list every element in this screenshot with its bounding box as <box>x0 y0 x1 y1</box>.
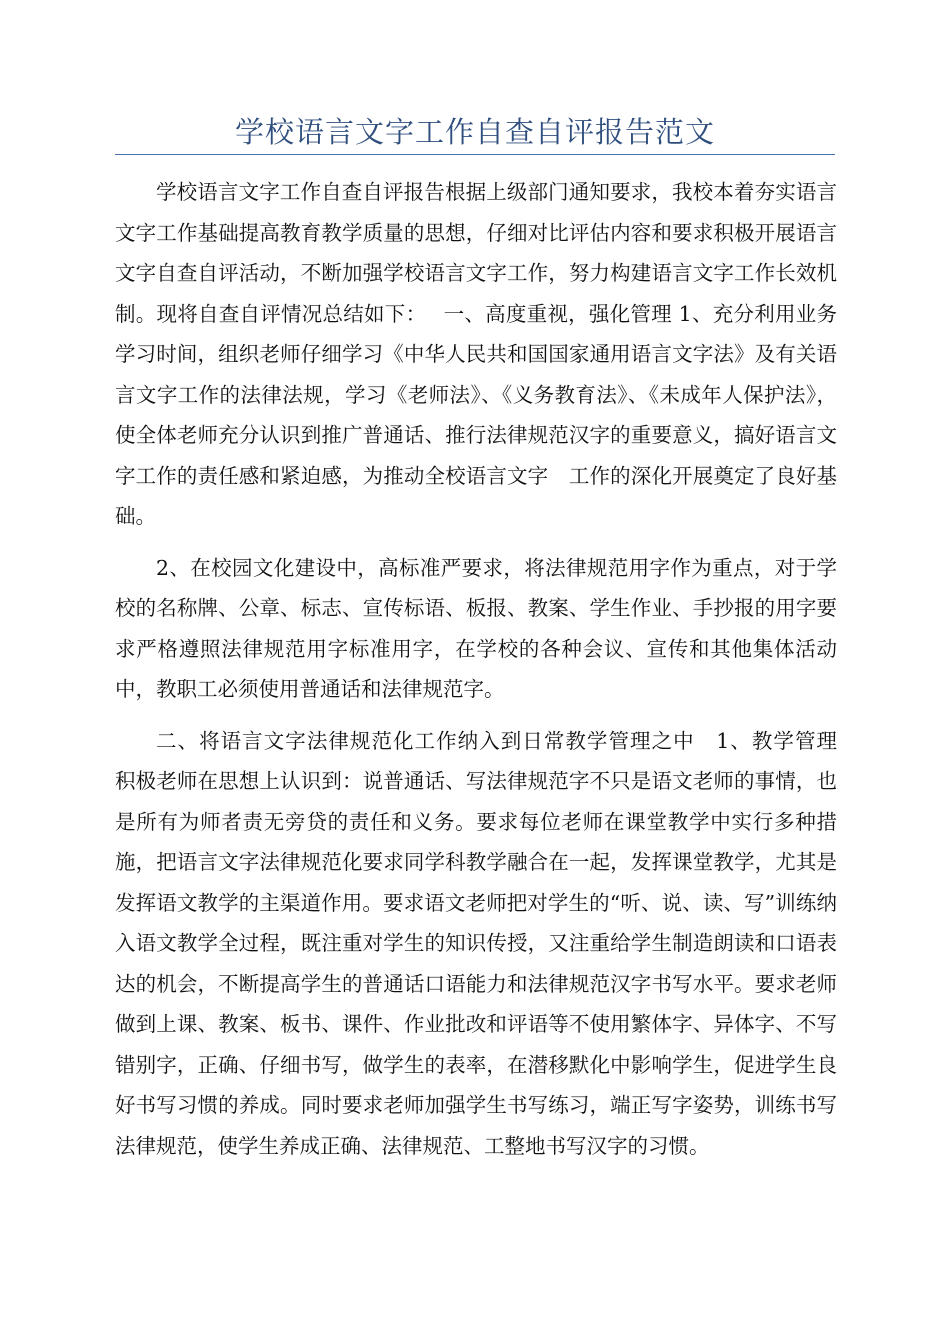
title-underline <box>115 154 835 155</box>
document-body <box>115 172 878 1177</box>
document-title: 学校语言文字工作自查自评报告范文 <box>234 115 715 149</box>
paragraph-3: 二、将语言文字法律规范化工作纳入到日常教学管理之中 1、教学管理 积极老师在思想上认识到：说普通话、写法律规范字不只是语文老师的事情，也是所有为师者责无旁贷的责任和义务。要求每位老师在课堂教学中实行多种措施，把语言文字法律规范化要求同学科教学融合在一起，发挥课堂教学，尤其是发挥语文教学的主渠道作用。要求语文老师把对学生的“听、说、读、写”训练纳入语文教学全过程，既注重对学生的知识传授，又注重给学生制造朗读和口语表达的机会，不断提高学生的普通话口语能力和法律规范汉字书写水平。要求老师做到上课、教案、板书、课件、作业批改和评语等不使用繁体字、异体字、不写错别字，正确、仔细书写，做学生的表率，在潜移默化中影响学生，促进学生良好书写习惯的养成。同时要求老师加强学生书写练习，端正写字姿势，训练书写法律规范，使学生养成正确、法律规范、工整地书写汉字的习惯。 <box>115 728 878 1158</box>
paragraph-1: 学校语言文字工作自查自评报告根据上级部门通知要求，我校本着夯实语言文字工作基础提高教育教学质量的思想，仔细对比评估内容和要求积极开展语言文字自查自评活动，不断加强学校语言文字工作，努力构建语言文字工作长效机制。现将自查自评情况总结如下： 一、高度重视，强化管理 1、充分利用业务学习时间，组织老师仔细学习《中华人民共和国国家通用语言文字法》及有关语言文字工作的法律法规，学习《老师法》、《义务教育法》、《未成年人保护法》，使全体老师充分认识到推广普通话、推行法律规范汉字的重要意义，搞好语言文字工作的责任感和紧迫感，为推动全校语言文字 工作的深化开展奠定了良好基础。 <box>115 180 837 528</box>
paragraph-2: 2、在校园文化建设中，高标准严要求，将法律规范用字作为重点，对于学校的名称牌、公章、标志、宣传标语、板报、教案、学生作业、手抄报的用字要求严格遵照法律规范用字标准用字，在学校的各种会议、宣传和其他集体活动中，教职工必须使用普通话和法律规范字。 <box>115 555 837 701</box>
